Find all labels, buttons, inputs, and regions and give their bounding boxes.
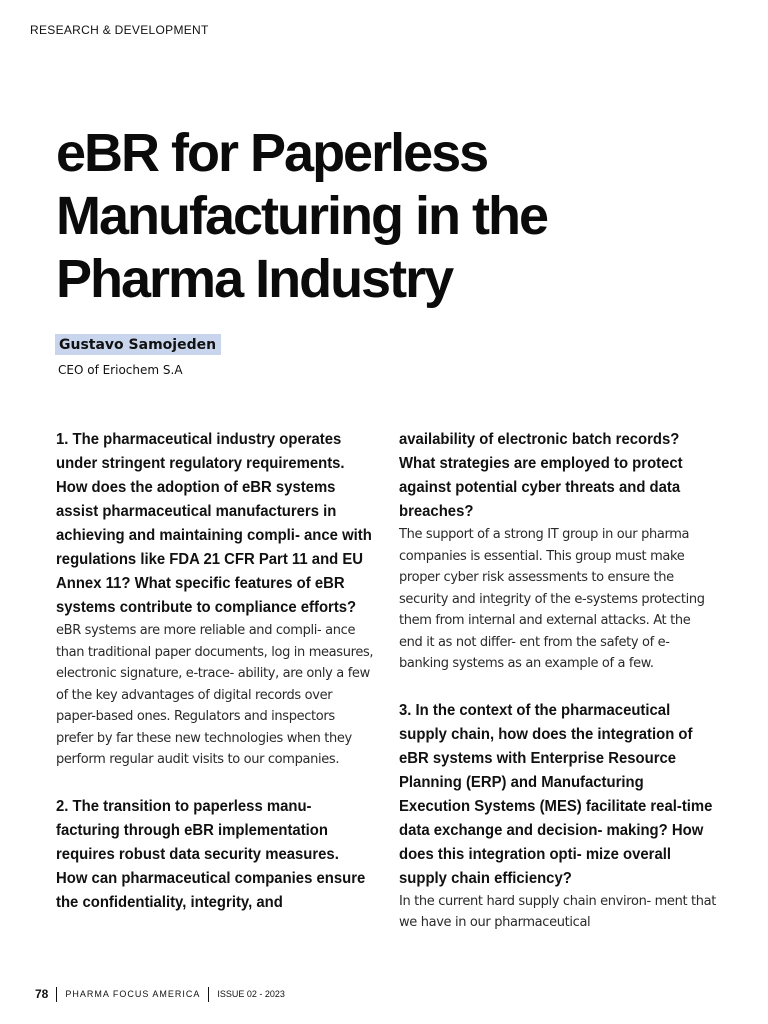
question-1: 1. The pharmaceutical industry operates under stringent regulatory requirements. How does the adoption of eBR systems assist pharmaceutical manufacturers in achieving and maintaining compli- ance with regulations like FDA 21 CFR Part 11 and EU Annex 11? What specific features of eBR systems contribute to compliance efforts? (56, 431, 372, 616)
author-role: CEO of Eriochem S.A (58, 363, 183, 377)
title-line: Pharma Industry (56, 249, 453, 309)
page-footer (35, 986, 285, 1002)
page-number: 78 (35, 987, 49, 1001)
answer-2: The support of a strong IT group in our pharma companies is essential. This group must make proper cyber risk assessments to ensure the security and integrity of the e-systems protecting them from internal and external attacks. At the end it as not differ- ent from the safety of e-banking systems as an example of a few. (399, 527, 705, 671)
magazine-name: PHARMA FOCUS AMERICA (65, 989, 201, 999)
title-line: Manufacturing in the (56, 186, 547, 246)
issue-label: ISSUE 02 - 2023 (217, 989, 285, 999)
question-3: 3. In the context of the pharmaceutical supply chain, how does the integration of eBR systems with Enterprise Resource Planning (ERP) and Manufacturing Execution Systems (MES) facilitate real-time data exchange and decision- making? How does this integration opti- mize overall supply chain efficiency? (399, 701, 713, 887)
paragraph-gap (56, 771, 374, 795)
paragraph-gap (399, 675, 717, 699)
author-name: Gustavo Samojeden (55, 334, 221, 355)
section-label: RESEARCH & DEVELOPMENT (30, 23, 209, 37)
question-2: 2. The transition to paperless manu- facturing through eBR implementation requires robust data security measures. How can pharmaceutical companies ensure the confidentiality, integrity, and (56, 797, 366, 911)
footer-divider (56, 987, 57, 1002)
left-column (56, 428, 374, 915)
question-2-continued: availability of electronic batch records? What strategies are employed to protect against potential cyber threats and data breaches? (399, 431, 683, 520)
footer-divider (208, 987, 209, 1002)
article-title (56, 122, 696, 311)
answer-3: In the current hard supply chain environ- ment that we have in our pharmaceutical (399, 893, 716, 930)
answer-1: eBR systems are more reliable and compli- ance than traditional paper documents, log in measures, electronic signature, e-trace- ability, are only a few of the key advantages of digital records over paper-based ones. Regulators and inspectors prefer by far these new technologies when they perform regular audit visits to our companies. (56, 623, 374, 767)
title-line: eBR for Paperless (56, 123, 488, 183)
right-column (399, 428, 717, 934)
